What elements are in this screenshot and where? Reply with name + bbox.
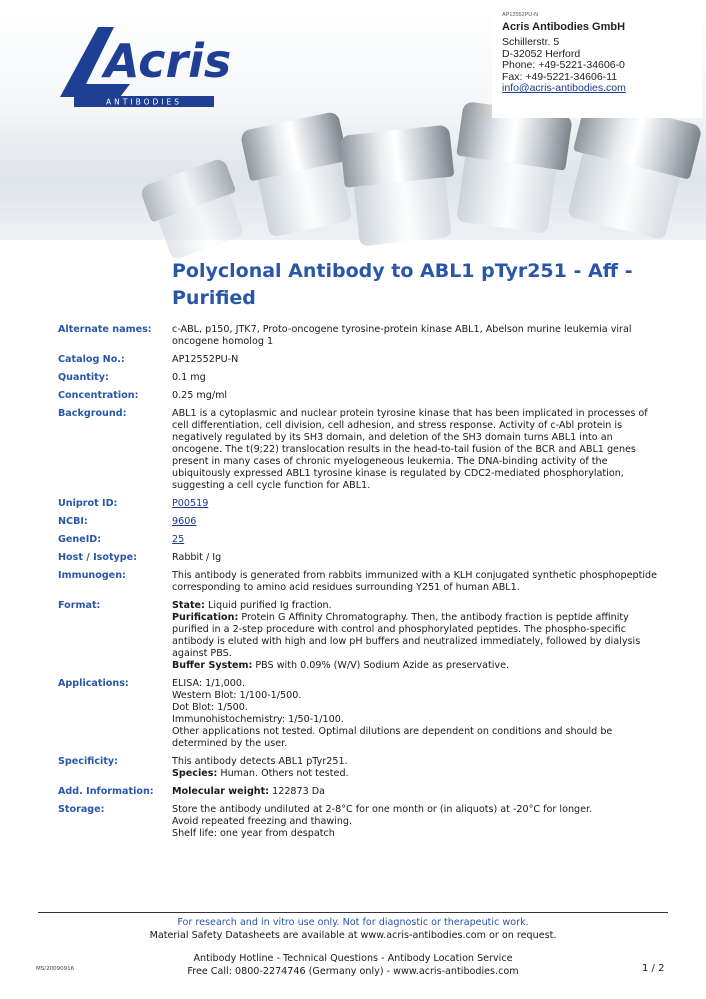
spec-label: GeneID: xyxy=(58,534,102,545)
format-purification-label: Purification: xyxy=(172,612,239,623)
ncbi-link[interactable]: 9606 xyxy=(172,516,197,527)
application-line: Western Blot: 1/100-1/500. xyxy=(172,690,302,701)
acris-logo-icon xyxy=(58,22,232,112)
spec-row-concentration xyxy=(58,390,658,402)
spec-label: Format: xyxy=(58,600,101,611)
acris-logo xyxy=(58,22,232,112)
spec-label: NCBI: xyxy=(58,516,88,527)
spec-row-quantity xyxy=(58,372,658,384)
format-buffer-value: PBS with 0.09% (W/V) Sodium Azide as preservative. xyxy=(255,660,510,671)
format-purification-value: Protein G Affinity Chromatography. Then, the antibody fraction is peptide affinity purified in a 2-step procedure with control and phosphorylated peptides. The phospho-specific antibody is eluted with high and low pH buffers and neutralized immediately, followed by dialysis against PBS. xyxy=(172,612,641,659)
page-number: 1 / 2 xyxy=(642,963,665,974)
vial-image xyxy=(339,125,460,248)
spec-label: Immunogen: xyxy=(58,570,126,581)
phone-line: Phone: +49-5221-34606-0 xyxy=(502,59,625,72)
spec-row-geneid xyxy=(58,534,658,546)
spec-value xyxy=(172,786,658,798)
doc-code: AP12552PU-N xyxy=(502,12,539,18)
spec-row-storage xyxy=(58,804,658,840)
spec-value xyxy=(172,804,658,840)
vial-image xyxy=(557,97,702,242)
spec-value: This antibody is generated from rabbits immunized with a KLH conjugated synthetic phosphopeptide corresponding to amino acid residues surrounding Y251 of human ABL1. xyxy=(172,570,658,593)
vial-image xyxy=(139,157,251,263)
spec-label: Uniprot ID: xyxy=(58,498,118,509)
spec-row-host xyxy=(58,552,658,564)
format-buffer-label: Buffer System: xyxy=(172,660,253,671)
spec-row-uniprot xyxy=(58,498,658,510)
spec-label: Add. Information: xyxy=(58,786,154,797)
spec-value xyxy=(172,600,658,672)
storage-line: Shelf life: one year from despatch xyxy=(172,828,335,839)
application-line: Immunohistochemistry: 1/50-1/100. xyxy=(172,714,344,725)
spec-row-background xyxy=(58,408,658,492)
footer-divider xyxy=(38,912,668,913)
spec-row-immunogen xyxy=(58,570,658,594)
format-state-label: State: xyxy=(172,600,205,611)
hotline-text: Antibody Hotline - Technical Questions - Antibody Location Service xyxy=(193,953,513,964)
freecall-text: Free Call: 0800-2274746 (Germany only) - www.acris-antibodies.com xyxy=(187,966,519,977)
spec-row-specificity xyxy=(58,756,658,780)
spec-table xyxy=(58,324,658,846)
application-line: Dot Blot: 1/500. xyxy=(172,702,248,713)
research-use-notice: For research and in vitro use only. Not for diagnostic or therapeutic work. xyxy=(177,917,529,928)
specificity-line: This antibody detects ABL1 pTyr251. xyxy=(172,756,348,767)
spec-label: Quantity: xyxy=(58,372,109,383)
spec-label: Specificity: xyxy=(58,756,119,767)
msds-notice: Material Safety Datasheets are available at www.acris-antibodies.com or on request. xyxy=(149,930,557,941)
spec-value xyxy=(172,678,658,750)
vial-image xyxy=(447,101,573,235)
company-address xyxy=(492,6,702,118)
storage-line: Avoid repeated freezing and thawing. xyxy=(172,816,353,827)
address-line: Schillerstr. 5 xyxy=(502,36,560,49)
fax-line: Fax: +49-5221-34606-11 xyxy=(502,70,618,83)
storage-line: Store the antibody undiluted at 2-8°C for one month or (in aliquots) at -20°C for longer. xyxy=(172,804,593,815)
address-line: D-32052 Herford xyxy=(502,47,581,60)
mw-label: Molecular weight: xyxy=(172,786,270,797)
page-title: Polyclonal Antibody to ABL1 pTyr251 - Aff - Purified xyxy=(172,260,633,309)
format-state-value: Liquid purified Ig fraction. xyxy=(207,600,332,611)
spec-value: c-ABL, p150, JTK7, Proto-oncogene tyrosine-protein kinase ABL1, Abelson murine leukemia viral oncogene homolog 1 xyxy=(172,324,632,347)
email-link[interactable]: info@acris-antibodies.com xyxy=(502,82,626,95)
spec-value: 0.1 mg xyxy=(172,372,206,383)
logo-word: Acris xyxy=(104,34,232,88)
species-label: Species: xyxy=(172,768,218,779)
spec-row-catalog xyxy=(58,354,658,366)
mw-value: 122873 Da xyxy=(272,786,326,797)
spec-label: Background: xyxy=(58,408,127,419)
spec-row-ncbi xyxy=(58,516,658,528)
spec-label: Storage: xyxy=(58,804,105,815)
spec-row-applications xyxy=(58,678,658,750)
company-name: Acris Antibodies GmbH xyxy=(502,21,626,33)
logo-subtitle: ANTIBODIES xyxy=(106,97,182,107)
spec-row-alternate-names xyxy=(58,324,658,348)
application-line: Other applications not tested. Optimal dilutions are dependent on conditions and should be determined by the user. xyxy=(172,726,613,749)
application-line: ELISA: 1/1,000. xyxy=(172,678,246,689)
spec-label: Concentration: xyxy=(58,390,139,401)
spec-label: Catalog No.: xyxy=(58,354,125,365)
spec-row-format xyxy=(58,600,658,672)
spec-label: Alternate names: xyxy=(58,324,152,335)
doc-code-footer: MS/20090916 xyxy=(36,966,75,972)
spec-label: Host / Isotype: xyxy=(58,552,138,563)
spec-value: ABL1 is a cytoplasmic and nuclear protein tyrosine kinase that has been implicated in processes of cell differentiation, cell division, cell adhesion, and stress response. Activity of c-Abl protein is negatively regulated by its SH3 domain, and deletion of the SH3 domain turns ABL1 into an oncogene. The t(9;22) translocation results in the head-to-tail fusion of the BCR and ABL1 genes present in many cases of chronic myelogeneous leukemia. The DNA-binding activity of the ubiquitously expressed ABL1 tyrosine kinase is regulated by CDC2-mediated phosphorylation, suggesting a cell cycle function for ABL1. xyxy=(172,408,648,491)
spec-value: 0.25 mg/ml xyxy=(172,390,228,401)
spec-row-add-info xyxy=(58,786,658,798)
species-value: Human. Others not tested. xyxy=(220,768,349,779)
geneid-link[interactable]: 25 xyxy=(172,534,185,545)
footer xyxy=(0,916,706,978)
spec-value xyxy=(172,756,658,780)
uniprot-link[interactable]: P00519 xyxy=(172,498,209,509)
vial-image xyxy=(240,111,361,239)
spec-value: Rabbit / Ig xyxy=(172,552,222,563)
spec-label: Applications: xyxy=(58,678,129,689)
header-banner xyxy=(0,0,706,240)
spec-value: AP12552PU-N xyxy=(172,354,239,365)
